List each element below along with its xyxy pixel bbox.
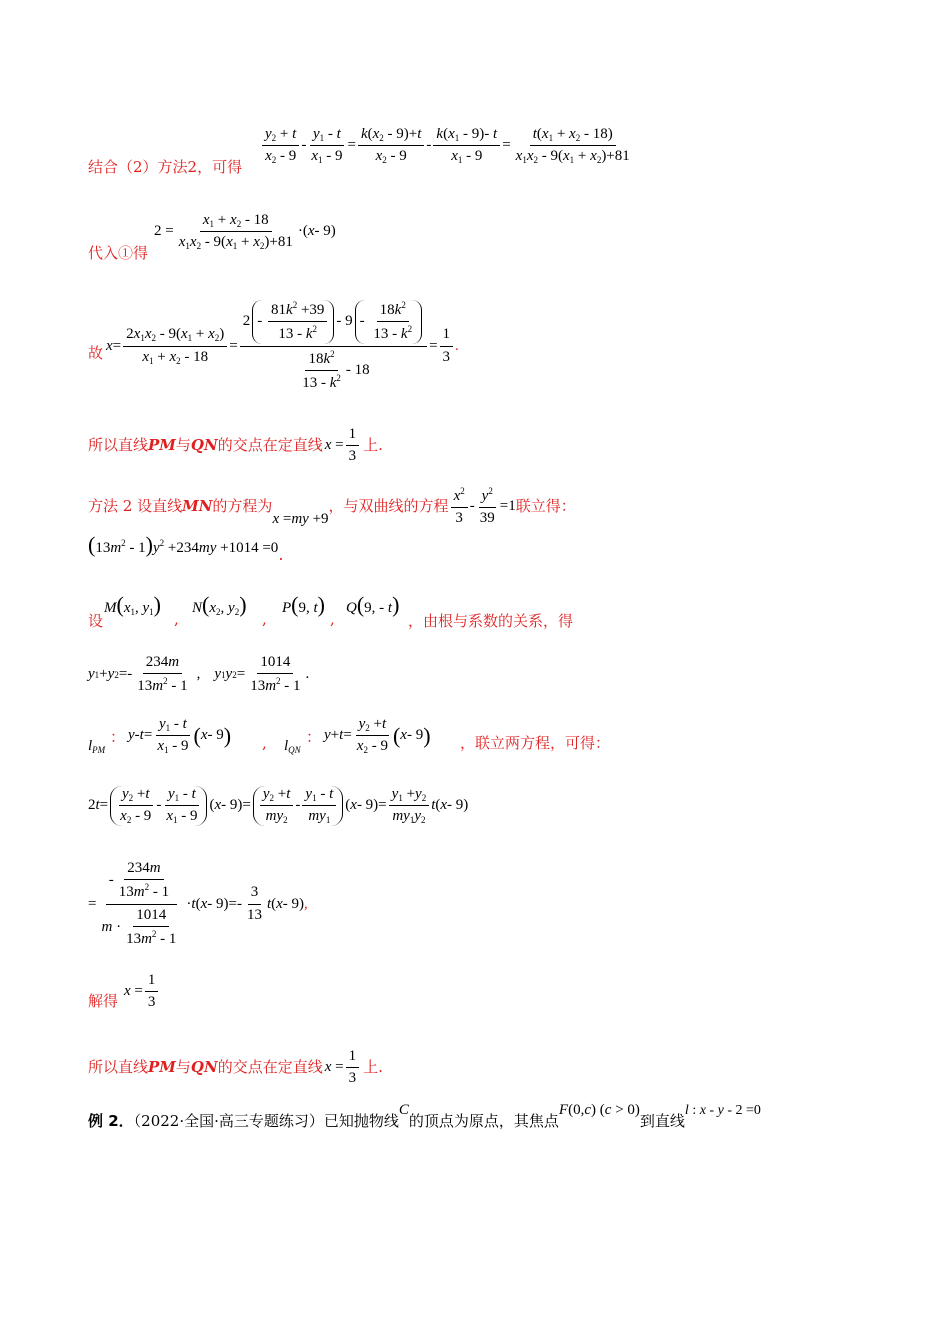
line-set-points: 设 $M(x_1$, $y_1$) , $N(x_2$, $y_2$) , P(9, t) , Q(9, - t) ，由根与系数的关系，得 bbox=[88, 592, 574, 630]
text-conclusion2-b: 与 bbox=[175, 1057, 191, 1076]
formula-x-value: x = $\frac{2x_1x_2 - 9(x_1 + x_2)}{x_1 + x_2 - 18}$ = 2 - $\frac{81k^2 +39}{13 - k^2}$ - 9 - $\frac{18k^2}{13 - k^2}$ $\frac{18k^2}{13 - k^2}$ - 18 = $\frac{1}{3}$ . bbox=[106, 300, 459, 391]
formula-slope-difference: $\frac{y_2 + t}{x_2 - 9}$ - $\frac{y_1 - t}{x_1 - 9}$ = $\frac{k(x_2 - 9)+t}{x_2 - 9}$ - $\frac{k(x_1 - 9)- t}{x_1 - 9}$ = $\frac{t(x_1 + x_2 - 18)}{x_1x_2 - 9(x_1 + x_2)+81}$ bbox=[260, 126, 635, 166]
formula-compute: = - $\frac{234m}{13m^2 - 1}$ m · $\frac{1014}{13m^2 - 1}$ · t ( x - 9)=- $\frac{3}{13}$ t ( x - 9) , bbox=[88, 860, 308, 947]
label-pm: PM bbox=[148, 435, 176, 454]
line-vieta bbox=[88, 654, 309, 696]
line-therefore bbox=[88, 300, 459, 391]
example-2 bbox=[88, 1096, 878, 1130]
text-method2-d: 联立得： bbox=[515, 496, 576, 515]
text-conclusion2-d: 上. bbox=[363, 1057, 383, 1076]
formula-point-n: $N(x_2$, $y_2$) bbox=[192, 592, 247, 617]
formula-point-p: P(9, t) bbox=[282, 592, 325, 617]
line-quadratic: $(13m^2 - 1)y^2 +234my +1014 =0$. bbox=[88, 532, 284, 564]
formula-x-one-third-2: x = $\frac{1}{3}$ bbox=[325, 1048, 361, 1088]
formula-x-one-third: x = $\frac{1}{3}$ bbox=[325, 426, 361, 466]
text-method2-c: ，与双曲线的方程 bbox=[328, 496, 449, 515]
text-combine-equations: ，联立两方程，可得： bbox=[460, 734, 611, 752]
example-label: 例 2． bbox=[88, 1112, 134, 1130]
line-method2 bbox=[88, 472, 576, 527]
text-conclusion-c: 的交点在定直线 bbox=[217, 435, 323, 454]
formula-hyperbola: $\frac{x^2}{3}$ - $\frac{y^2}{39}$ =1 bbox=[449, 486, 516, 528]
text-method2-b: 的方程为 bbox=[212, 496, 273, 515]
label-qn-2: QN bbox=[190, 1057, 218, 1076]
example-text-a: （2022·全国·高三专题练习）已知抛物线 bbox=[133, 1112, 399, 1130]
line-conclusion-2 bbox=[88, 1032, 383, 1087]
line-2t bbox=[88, 786, 468, 826]
label-l-pm: $l_{PM}$ bbox=[88, 738, 106, 755]
formula-solve-x: x = $\frac{1}{3}$ bbox=[124, 972, 160, 1012]
text-conclusion2-a: 所以直线 bbox=[88, 1057, 149, 1076]
line-conclusion-1 bbox=[88, 410, 383, 465]
text-substitute: 代入①得 bbox=[88, 244, 149, 262]
formula-substitute: 2 = $\frac{x_1 + x_2 - 18}{x_1x_2 - 9(x_1 + x_2)+81}$ ·( x - 9) bbox=[154, 212, 336, 252]
text-conclusion-d: 上. bbox=[363, 435, 383, 454]
label-pm-2: PM bbox=[148, 1057, 176, 1076]
formula-focus: F(0,c) (c > 0) bbox=[558, 1102, 640, 1118]
formula-quadratic: $(13m^2 - 1)y^2 +234my +1014 =0$ bbox=[88, 532, 279, 557]
text-conclusion-b: 与 bbox=[175, 435, 191, 454]
label-mn: MN bbox=[182, 496, 213, 515]
text-conclusion2-c: 的交点在定直线 bbox=[217, 1057, 323, 1076]
text-set: 设 bbox=[88, 612, 104, 630]
formula-l-pm: y - t = $\frac{y_1 - t}{x_1 - 9}$ ( x - 9 ) bbox=[128, 716, 232, 756]
text-solve: 解得 bbox=[88, 992, 119, 1010]
text-vieta: ，由根与系数的关系，得 bbox=[408, 612, 574, 630]
line-combine-method2 bbox=[88, 126, 630, 176]
text-combine: 结合（2）方法2，可得 bbox=[88, 158, 243, 176]
text-therefore: 故 bbox=[88, 344, 104, 362]
formula-line-mn: x =my +9 bbox=[272, 510, 329, 527]
text-method2-a: 方法 2 设直线 bbox=[88, 496, 183, 515]
formula-line-l: l : x - y - 2 =0 bbox=[684, 1103, 761, 1118]
formula-vieta: y 1 + y 2 =- $\frac{234m}{13m^2 - 1}$ , y 1 y 2 = $\frac{1014}{13m^2 - 1}$ . bbox=[88, 654, 310, 695]
formula-point-m: $M(x_1$, $y_1$) bbox=[104, 592, 161, 617]
formula-2t: 2 t = $\frac{y_2 +t}{x_2 - 9}$ - $\frac{y_1 - t}{x_1 - 9}$ ( x - 9)= $\frac{y_2 +t}{my_2}$ - $\frac{y_1 - t}{my_1}$ ( x - 9)= $\frac{y_1 +y_2}{my_1y_2}$ t ( x - 9) bbox=[88, 786, 469, 826]
text-conclusion-a: 所以直线 bbox=[88, 435, 149, 454]
line-compute bbox=[88, 860, 308, 948]
line-solve bbox=[88, 972, 156, 1011]
line-substitute bbox=[88, 212, 336, 262]
label-l-qn: $l_{QN}$ bbox=[284, 738, 301, 755]
example-text-b: 的顶点为原点，其焦点 bbox=[408, 1112, 559, 1130]
formula-point-q: Q(9, - t) bbox=[346, 592, 400, 617]
example-text-c: 到直线 bbox=[639, 1112, 685, 1130]
formula-l-qn: y + t = $\frac{y_2 +t}{x_2 - 9}$ ( x - 9 ) bbox=[324, 716, 431, 756]
label-qn: QN bbox=[190, 435, 218, 454]
symbol-c: C bbox=[398, 1102, 409, 1118]
